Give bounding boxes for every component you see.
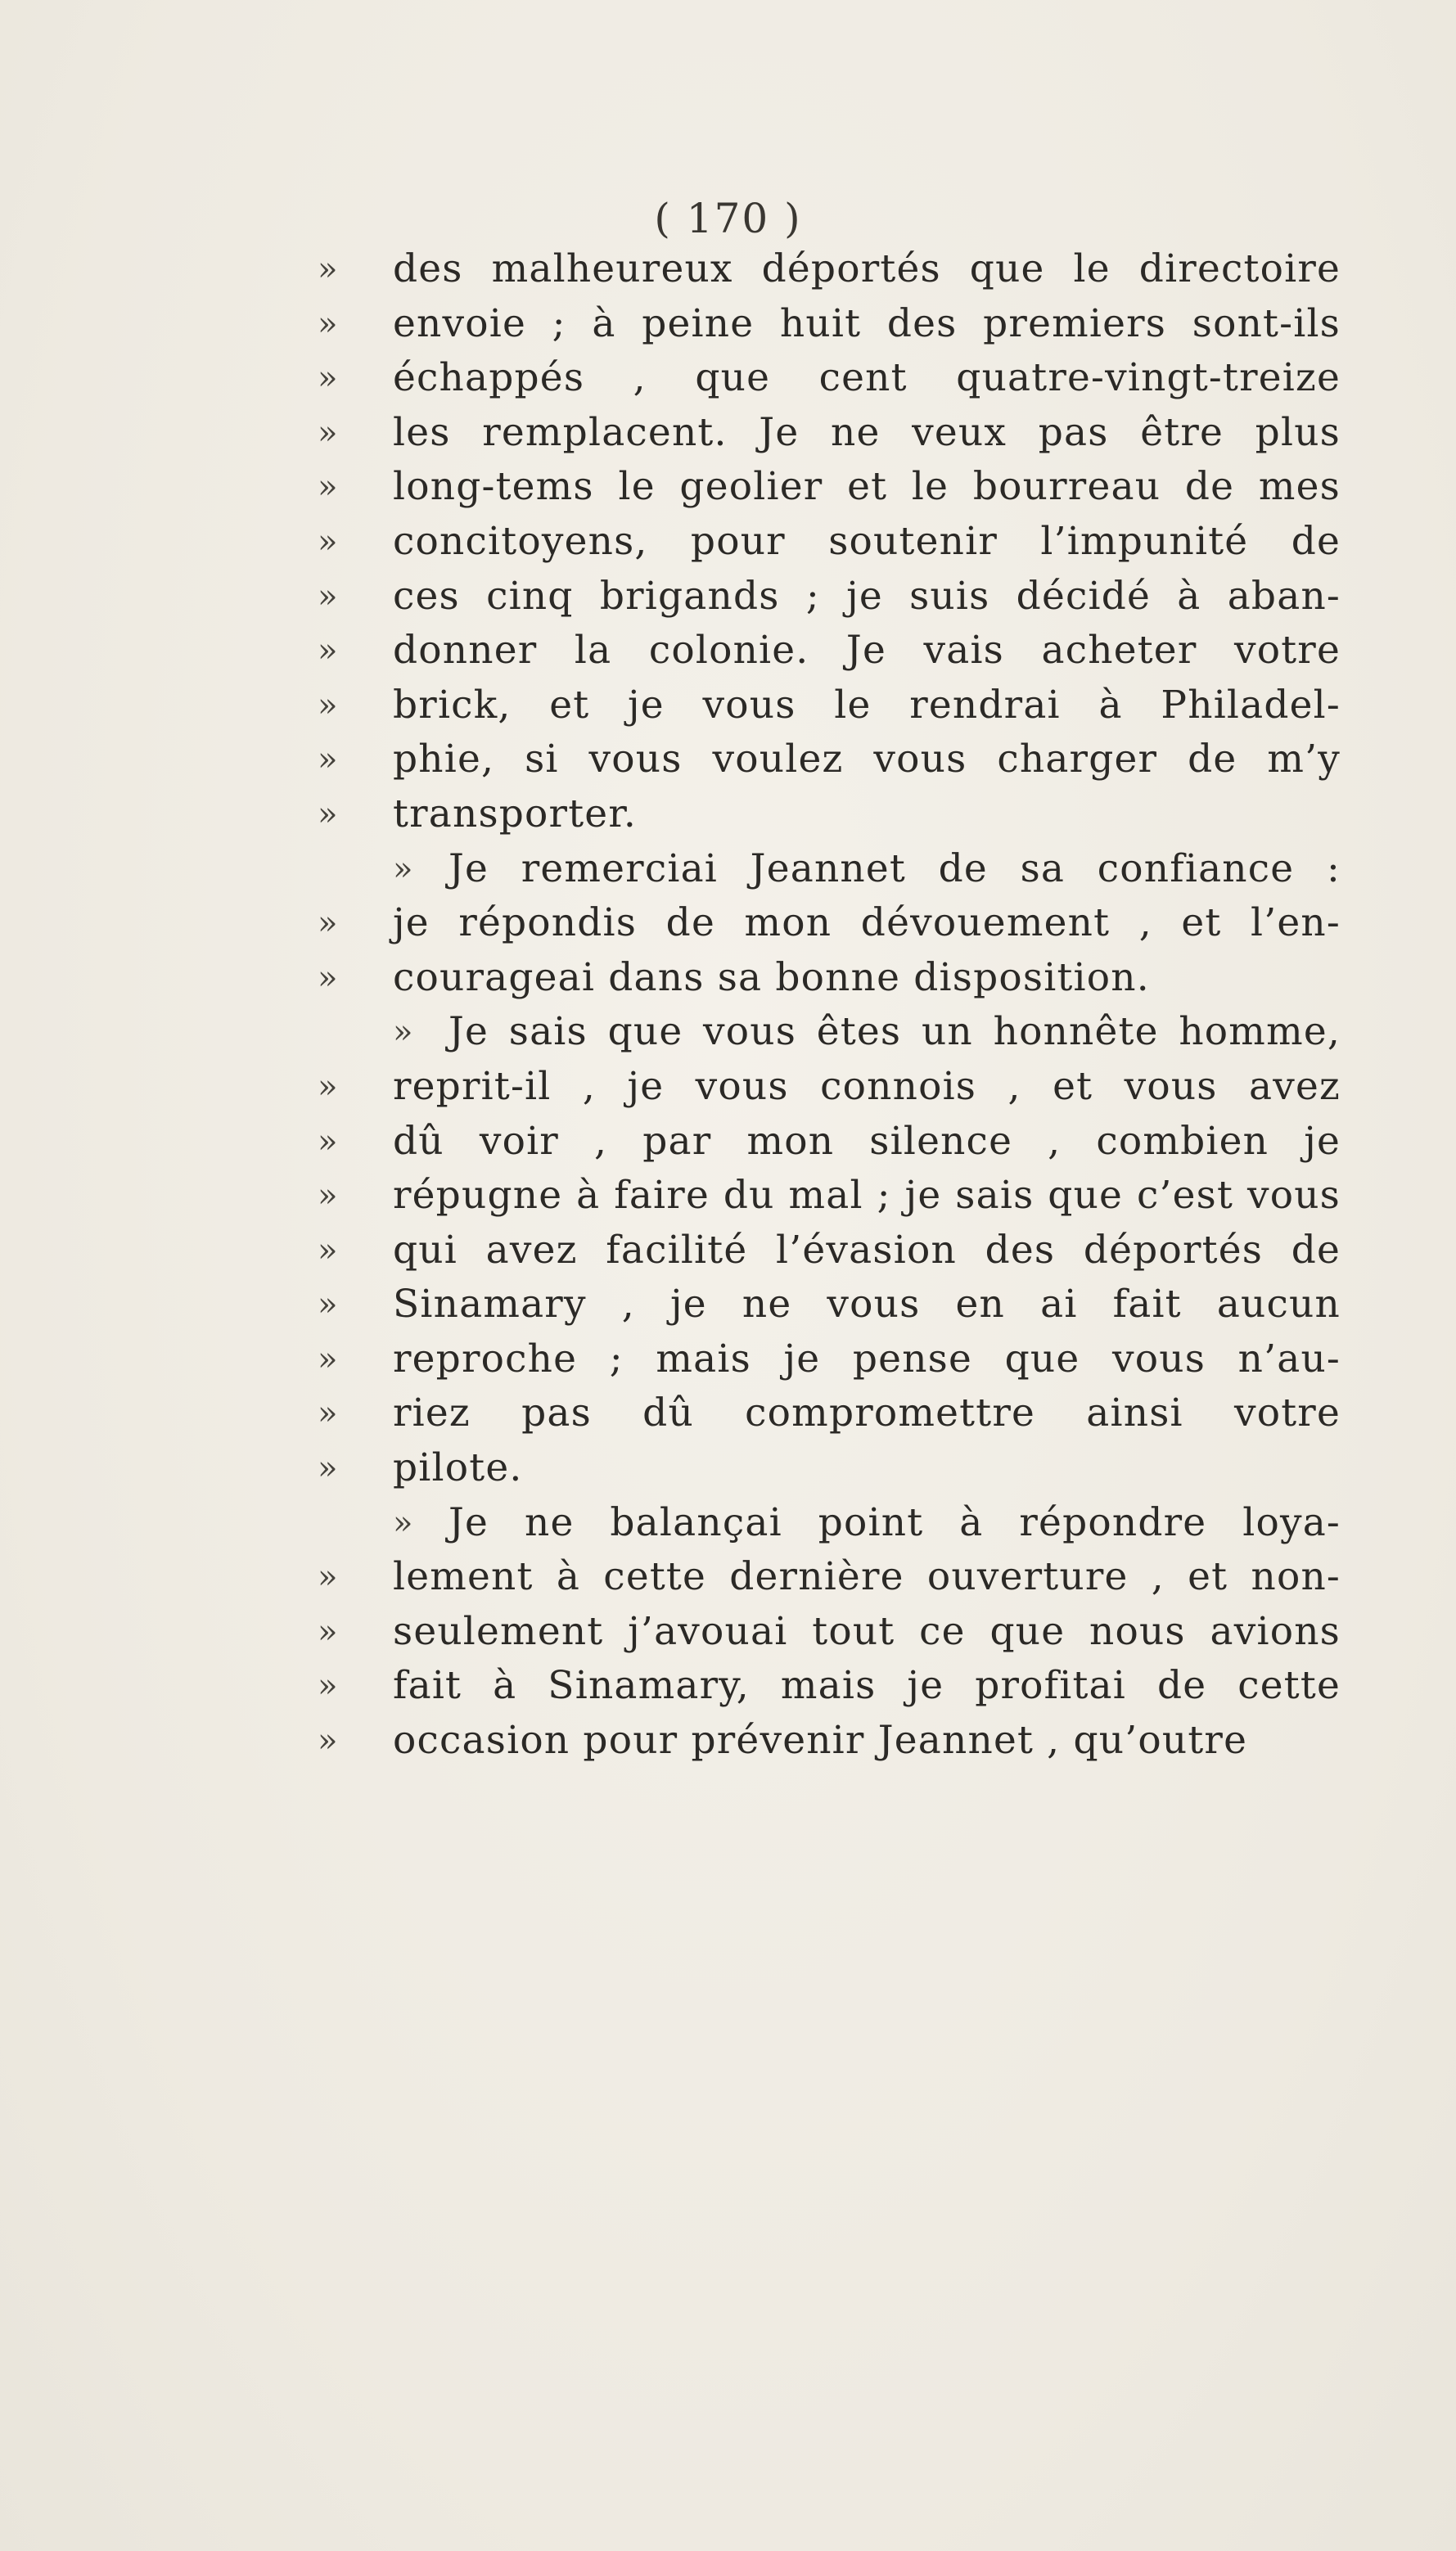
paragraph-quote-mark: »	[393, 850, 413, 888]
text-line	[318, 1496, 1341, 1551]
text-line	[318, 1115, 1341, 1170]
line-text: dû voir , par mon silence , combien je	[393, 1118, 1341, 1164]
text-line	[318, 1278, 1341, 1332]
quote-mark: »	[318, 1286, 338, 1324]
text-line	[318, 1605, 1341, 1660]
text-line	[318, 842, 1341, 897]
text-line	[318, 1332, 1341, 1387]
line-text: seulement j’avouai tout ce que nous avions	[393, 1608, 1341, 1654]
quote-mark: »	[318, 468, 338, 507]
line-text: ces cinq brigands ; je suis décidé à aban-	[393, 573, 1341, 619]
line-text: répugne à faire du mal ; je sais que c’est vous	[393, 1173, 1341, 1219]
text-line	[318, 1441, 1341, 1496]
quote-mark: »	[318, 795, 338, 833]
quote-mark: »	[318, 686, 338, 724]
quote-mark: »	[318, 522, 338, 561]
text-line	[318, 1169, 1341, 1224]
quote-mark: »	[318, 1122, 338, 1161]
quote-mark: »	[318, 1558, 338, 1597]
line-text: reprit-il , je vous connois , et vous avez	[393, 1063, 1341, 1109]
quote-mark: »	[318, 359, 338, 398]
line-text: les remplacent. Je ne veux pas être plus	[393, 409, 1341, 455]
text-line	[318, 460, 1341, 515]
quote-mark: »	[318, 958, 338, 997]
text-line	[318, 787, 1341, 842]
quote-mark: »	[318, 413, 338, 452]
line-text: envoie ; à peine huit des premiers sont-ils	[393, 300, 1341, 346]
line-text: brick, et je vous le rendrai à Philadel-	[393, 682, 1341, 728]
line-text: échappés , que cent quatre-vingt-treize	[393, 355, 1341, 401]
quote-mark: »	[318, 250, 338, 288]
line-text: des malheureux déportés que le directoire	[393, 246, 1341, 291]
text-line	[318, 297, 1341, 352]
text-line	[318, 242, 1341, 297]
quote-mark: »	[318, 1449, 338, 1488]
text-line	[318, 1659, 1341, 1714]
text-line	[318, 1060, 1341, 1115]
text-line	[318, 1224, 1341, 1278]
text-line	[318, 351, 1341, 406]
quote-mark: »	[318, 1067, 338, 1106]
text-line	[318, 1550, 1341, 1605]
text-line	[318, 1005, 1341, 1060]
line-text: long-tems le geolier et le bourreau de mes	[393, 464, 1341, 510]
line-text: riez pas dû compromettre ainsi votre	[393, 1390, 1341, 1436]
quote-mark: »	[318, 1612, 338, 1651]
line-text: qui avez facilité l’évasion des déportés de	[393, 1227, 1341, 1273]
line-text: reproche ; mais je pense que vous n’au-	[393, 1336, 1341, 1381]
quote-mark: »	[318, 904, 338, 943]
text-line	[318, 406, 1341, 461]
line-text: concitoyens, pour soutenir l’impunité de	[393, 518, 1341, 564]
line-text: fait à Sinamary, mais je profitai de cette	[393, 1663, 1341, 1709]
line-text: transporter.	[393, 791, 637, 836]
line-text: courageai dans sa bonne disposition.	[393, 954, 1150, 1000]
quote-mark: »	[318, 741, 338, 779]
line-text: Je sais que vous êtes un honnête homme,	[449, 1009, 1341, 1055]
quote-mark: »	[318, 577, 338, 615]
quote-mark: »	[318, 1395, 338, 1433]
text-line	[318, 570, 1341, 624]
quote-mark: »	[318, 1667, 338, 1706]
line-text: lement à cette dernière ouverture , et non-	[393, 1554, 1341, 1600]
quote-mark: »	[318, 304, 338, 343]
text-line	[318, 1714, 1341, 1769]
quote-mark: »	[318, 1340, 338, 1378]
text-line	[318, 1386, 1341, 1441]
text-line	[318, 624, 1341, 678]
text-line	[318, 515, 1341, 570]
line-text: je répondis de mon dévouement , et l’en-	[393, 900, 1341, 946]
line-text: pilote.	[393, 1445, 523, 1491]
line-text: Sinamary , je ne vous en ai fait aucun	[393, 1282, 1341, 1327]
text-line	[318, 678, 1341, 733]
page-number: ( 170 )	[654, 195, 802, 242]
quote-mark: »	[318, 1231, 338, 1269]
quote-mark: »	[318, 1722, 338, 1760]
line-text: Je ne balançai point à répondre loya-	[449, 1499, 1341, 1545]
line-text: phie, si vous voulez vous charger de m’y	[393, 737, 1341, 782]
line-text: occasion pour prévenir Jeannet , qu’outre	[393, 1718, 1248, 1764]
text-line	[318, 896, 1341, 951]
line-text: donner la colonie. Je vais acheter votre	[393, 628, 1341, 674]
paragraph-quote-mark: »	[393, 1013, 413, 1052]
text-line	[318, 732, 1341, 787]
paragraph-quote-mark: »	[393, 1503, 413, 1542]
text-block	[318, 242, 1341, 1769]
text-line	[318, 951, 1341, 1006]
line-text: Je remerciai Jeannet de sa confiance :	[449, 845, 1341, 891]
quote-mark: »	[318, 1177, 338, 1215]
quote-mark: »	[318, 632, 338, 670]
